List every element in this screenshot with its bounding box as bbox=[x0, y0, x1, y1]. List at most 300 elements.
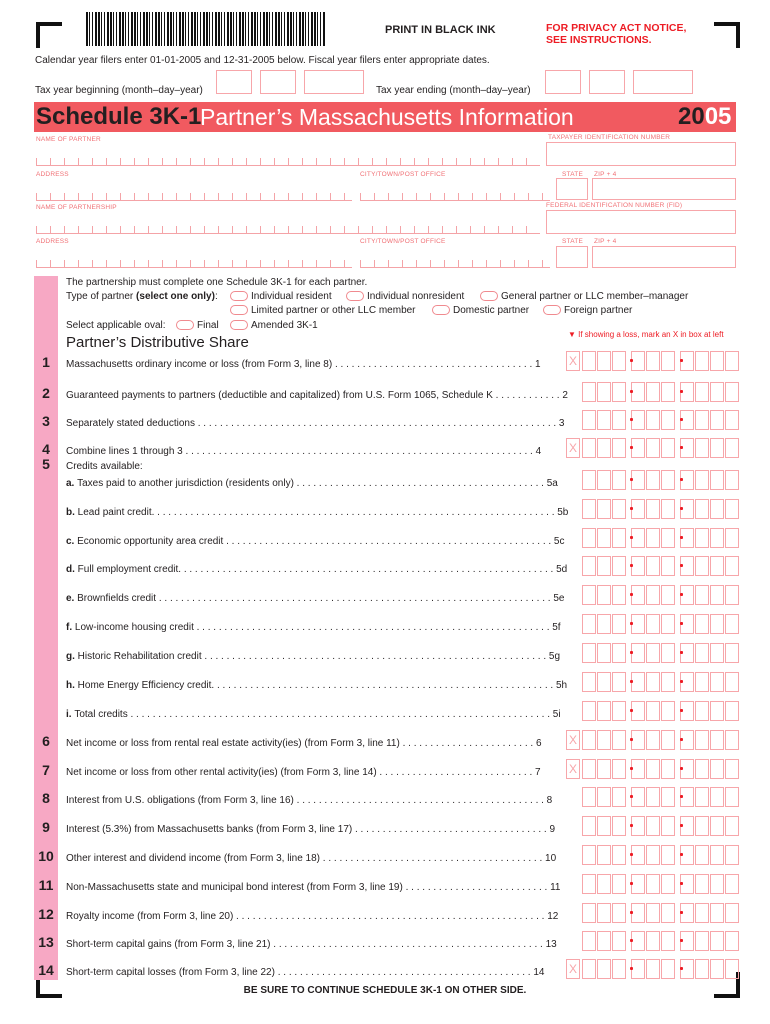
comma-mark bbox=[680, 359, 683, 362]
line-number: 8 bbox=[42, 790, 50, 806]
line-text bbox=[66, 967, 544, 978]
loss-x-box[interactable]: X bbox=[566, 438, 580, 458]
comma-mark bbox=[630, 446, 633, 449]
partner-zip-label: ZIP + 4 bbox=[594, 171, 617, 178]
digit-cell bbox=[612, 874, 626, 894]
comma-mark bbox=[630, 536, 633, 539]
line-text bbox=[66, 359, 541, 370]
digit-cell bbox=[725, 931, 739, 951]
partnership-state-label: STATE bbox=[562, 238, 583, 245]
digit-cell bbox=[710, 903, 724, 923]
digit-cell bbox=[582, 903, 596, 923]
digit-cell bbox=[725, 759, 739, 779]
digit-cell bbox=[725, 556, 739, 576]
loss-note: ▼ If showing a loss, mark an X in box at left bbox=[568, 330, 724, 339]
digit-cell bbox=[631, 614, 645, 634]
form-title: Partner’s Massachusetts Information bbox=[200, 104, 574, 130]
digit-cell bbox=[631, 874, 645, 894]
comma-mark bbox=[630, 564, 633, 567]
comma-mark bbox=[680, 536, 683, 539]
digit-cell bbox=[661, 438, 675, 458]
digit-cell bbox=[725, 816, 739, 836]
amount-field[interactable] bbox=[582, 614, 734, 636]
digit-cell bbox=[710, 845, 724, 865]
digit-cell bbox=[646, 787, 660, 807]
registration-mark-top-right bbox=[714, 22, 740, 48]
comma-mark bbox=[680, 939, 683, 942]
radio-oval-icon bbox=[230, 305, 248, 315]
partnership-name-field[interactable] bbox=[36, 226, 540, 234]
line-text bbox=[66, 795, 552, 806]
partnership-address-label: ADDRESS bbox=[36, 238, 69, 245]
comma-mark bbox=[630, 882, 633, 885]
digit-cell bbox=[710, 585, 724, 605]
digit-cell bbox=[695, 874, 709, 894]
federal-id-field[interactable] bbox=[546, 210, 736, 234]
line-number: 9 bbox=[42, 819, 50, 835]
digit-cell bbox=[646, 351, 660, 371]
digit-cell bbox=[710, 528, 724, 548]
digit-cell bbox=[597, 528, 611, 548]
amount-field[interactable] bbox=[582, 759, 734, 781]
digit-cell bbox=[612, 351, 626, 371]
digit-cell bbox=[661, 787, 675, 807]
digit-cell bbox=[582, 845, 596, 865]
partner-city-label: CITY/TOWN/POST OFFICE bbox=[360, 171, 446, 178]
digit-cell bbox=[612, 499, 626, 519]
digit-cell bbox=[710, 556, 724, 576]
digit-cell bbox=[695, 410, 709, 430]
comma-mark bbox=[680, 853, 683, 856]
loss-x-box[interactable]: X bbox=[566, 759, 580, 779]
digit-cell bbox=[725, 410, 739, 430]
digit-cell bbox=[710, 931, 724, 951]
digit-cell bbox=[710, 816, 724, 836]
option-limited-partner[interactable]: Limited partner or other LLC member bbox=[230, 305, 416, 316]
amount-field[interactable] bbox=[582, 410, 734, 432]
digit-cell bbox=[597, 959, 611, 979]
partnership-state-zip-field[interactable] bbox=[556, 246, 736, 268]
digit-cell bbox=[582, 787, 596, 807]
line-label: Interest from U.S. obligations (from Form 3, line 16) . . . . . . . . . . . . . . . . . . . . . . . . . . . . . . . . . . . . . . . . . . . . . 8 bbox=[66, 795, 553, 806]
digit-cell bbox=[695, 351, 709, 371]
amount-field[interactable] bbox=[582, 672, 734, 694]
digit-cell bbox=[710, 643, 724, 663]
comma-mark bbox=[680, 824, 683, 827]
partner-address-field[interactable] bbox=[36, 193, 352, 201]
radio-oval-icon bbox=[176, 320, 194, 330]
digit-cell bbox=[631, 643, 645, 663]
line-number: 6 bbox=[42, 733, 50, 749]
line-label: Short-term capital losses (from Form 3, line 22) . . . . . . . . . . . . . . . . . . . . . . . . . . . . . . . . . . . . . . . . . . . . . . 14 bbox=[66, 967, 545, 978]
line-text bbox=[66, 507, 568, 518]
digit-cell bbox=[597, 499, 611, 519]
digit-cell bbox=[582, 438, 596, 458]
digit-cell bbox=[661, 845, 675, 865]
comma-mark bbox=[680, 911, 683, 914]
digit-cell bbox=[646, 959, 660, 979]
digit-cell bbox=[661, 874, 675, 894]
line-number: 5 bbox=[42, 456, 50, 472]
digit-cell bbox=[612, 556, 626, 576]
digit-cell bbox=[661, 931, 675, 951]
line-label: Brownfields credit . . . . . . . . . . . . . . . . . . . . . . . . . . . . . . . . . . . . . . . . . . . . . . . . . . . . . . . . . . . . . . . . . . . . . . . 5e bbox=[77, 593, 565, 604]
digit-cell bbox=[661, 643, 675, 663]
digit-cell bbox=[631, 382, 645, 402]
digit-cell bbox=[710, 759, 724, 779]
digit-cell bbox=[612, 931, 626, 951]
comma-mark bbox=[680, 507, 683, 510]
privacy-note-line-1: FOR PRIVACY ACT NOTICE, bbox=[546, 22, 687, 34]
line-text bbox=[66, 593, 564, 604]
digit-cell bbox=[695, 382, 709, 402]
digit-cell bbox=[631, 585, 645, 605]
amount-field[interactable] bbox=[582, 730, 734, 752]
digit-cell bbox=[646, 382, 660, 402]
line-text bbox=[66, 882, 560, 893]
line-number: 10 bbox=[38, 848, 54, 864]
digit-cell bbox=[695, 556, 709, 576]
comma-mark bbox=[680, 418, 683, 421]
digit-cell bbox=[597, 410, 611, 430]
digit-cell bbox=[710, 787, 724, 807]
radio-oval-icon bbox=[230, 291, 248, 301]
amount-field[interactable] bbox=[582, 959, 734, 981]
digit-cell bbox=[631, 903, 645, 923]
digit-cell bbox=[612, 903, 626, 923]
registration-mark-top-left bbox=[36, 22, 62, 48]
amount-field[interactable] bbox=[582, 438, 734, 460]
digit-cell bbox=[582, 351, 596, 371]
option-individual-resident[interactable]: Individual resident bbox=[230, 291, 332, 302]
line-label: Combine lines 1 through 3 . . . . . . . . . . . . . . . . . . . . . . . . . . . . . . . . . . . . . . . . . . . . . . . . . . . . . . . . . . . . . . . 4 bbox=[66, 446, 542, 457]
line-label: Massachusetts ordinary income or loss (from Form 3, line 8) . . . . . . . . . . . . . . . . . . . . . . . . . . . . . . . . . . . . 1 bbox=[66, 359, 541, 370]
comma-mark bbox=[680, 478, 683, 481]
option-individual-nonresident[interactable]: Individual nonresident bbox=[346, 291, 464, 302]
amount-field[interactable] bbox=[582, 585, 734, 607]
line-text bbox=[66, 536, 565, 547]
tax-year-beginning-field[interactable] bbox=[216, 70, 364, 94]
digit-cell bbox=[661, 528, 675, 548]
line-label: Total credits . . . . . . . . . . . . . . . . . . . . . . . . . . . . . . . . . . . . . . . . . . . . . . . . . . . . . . . . . . . . . . . . . . . . . . . . . . . . 5i bbox=[74, 709, 561, 720]
digit-cell bbox=[710, 874, 724, 894]
line-number: 4 bbox=[42, 441, 50, 457]
digit-cell bbox=[710, 499, 724, 519]
digit-cell bbox=[597, 438, 611, 458]
digit-cell bbox=[695, 499, 709, 519]
digit-cell bbox=[710, 470, 724, 490]
digit-cell bbox=[582, 643, 596, 663]
line-number: 1 bbox=[42, 354, 50, 370]
comma-mark bbox=[630, 651, 633, 654]
digit-cell bbox=[695, 759, 709, 779]
digit-cell bbox=[725, 845, 739, 865]
comma-mark bbox=[630, 709, 633, 712]
comma-mark bbox=[680, 795, 683, 798]
comma-mark bbox=[630, 795, 633, 798]
digit-cell bbox=[631, 787, 645, 807]
line-label: Net income or loss from other rental activity(ies) (from Form 3, line 14) . . . . . . . . . . . . . . . . . . . . . . . . . . . . 7 bbox=[66, 767, 541, 778]
digit-cell bbox=[646, 614, 660, 634]
digit-cell bbox=[695, 672, 709, 692]
digit-cell bbox=[710, 382, 724, 402]
comma-mark bbox=[680, 651, 683, 654]
digit-cell bbox=[646, 931, 660, 951]
digit-cell bbox=[646, 903, 660, 923]
partnership-address-field[interactable] bbox=[36, 260, 352, 268]
comma-mark bbox=[630, 911, 633, 914]
digit-cell bbox=[612, 585, 626, 605]
digit-cell bbox=[631, 672, 645, 692]
partnership-city-field[interactable] bbox=[360, 260, 550, 268]
comma-mark bbox=[630, 939, 633, 942]
digit-cell bbox=[661, 470, 675, 490]
digit-cell bbox=[661, 351, 675, 371]
line-text bbox=[66, 461, 143, 472]
comma-mark bbox=[680, 738, 683, 741]
digit-cell bbox=[582, 959, 596, 979]
digit-cell bbox=[597, 845, 611, 865]
digit-cell bbox=[725, 903, 739, 923]
amount-field[interactable] bbox=[582, 499, 734, 521]
amount-field[interactable] bbox=[582, 931, 734, 953]
digit-cell bbox=[631, 931, 645, 951]
digit-cell bbox=[661, 701, 675, 721]
digit-cell bbox=[725, 614, 739, 634]
amount-field[interactable] bbox=[582, 787, 734, 809]
digit-cell bbox=[661, 382, 675, 402]
digit-cell bbox=[661, 614, 675, 634]
tax-year-ending-field[interactable] bbox=[545, 70, 693, 94]
digit-cell bbox=[582, 410, 596, 430]
digit-cell bbox=[725, 499, 739, 519]
digit-cell bbox=[725, 787, 739, 807]
federal-id-label: FEDERAL IDENTIFICATION NUMBER (FID) bbox=[546, 202, 683, 209]
digit-cell bbox=[597, 556, 611, 576]
line-number: 13 bbox=[38, 934, 54, 950]
line-label: Taxes paid to another jurisdiction (residents only) . . . . . . . . . . . . . . . . . . . . . . . . . . . . . . . . . . . . . . . . . . . . . 5a bbox=[77, 478, 558, 489]
digit-cell bbox=[695, 643, 709, 663]
privacy-note bbox=[546, 22, 686, 46]
digit-cell bbox=[631, 470, 645, 490]
digit-cell bbox=[725, 959, 739, 979]
option-final[interactable]: Final bbox=[176, 320, 219, 331]
digit-cell bbox=[612, 787, 626, 807]
line-sub-label: b. bbox=[66, 507, 78, 518]
line-label: Net income or loss from rental real estate activity(ies) (from Form 3, line 11) . . . . . . . . . . . . . . . . . . . . . . . . 6 bbox=[66, 738, 542, 749]
digit-cell bbox=[612, 470, 626, 490]
line-text bbox=[66, 651, 560, 662]
amount-field[interactable] bbox=[582, 701, 734, 723]
line-label: Separately stated deductions . . . . . . . . . . . . . . . . . . . . . . . . . . . . . . . . . . . . . . . . . . . . . . . . . . . . . . . . . . . . . . . . . 3 bbox=[66, 418, 565, 429]
digit-cell bbox=[597, 816, 611, 836]
comma-mark bbox=[680, 622, 683, 625]
line-number: 14 bbox=[38, 962, 54, 978]
taxpayer-id-field[interactable] bbox=[546, 142, 736, 166]
digit-cell bbox=[612, 643, 626, 663]
comma-mark bbox=[630, 478, 633, 481]
digit-cell bbox=[695, 528, 709, 548]
digit-cell bbox=[582, 470, 596, 490]
digit-cell bbox=[597, 701, 611, 721]
partnership-city-label: CITY/TOWN/POST OFFICE bbox=[360, 238, 446, 245]
amount-field[interactable] bbox=[582, 845, 734, 867]
digit-cell bbox=[710, 351, 724, 371]
amount-field[interactable] bbox=[582, 556, 734, 578]
comma-mark bbox=[630, 824, 633, 827]
line-sub-label: f. bbox=[66, 622, 75, 633]
partnership-zip-label: ZIP + 4 bbox=[594, 238, 617, 245]
digit-cell bbox=[582, 528, 596, 548]
digit-cell bbox=[612, 614, 626, 634]
digit-cell bbox=[725, 643, 739, 663]
barcode bbox=[86, 12, 326, 46]
radio-oval-icon bbox=[230, 320, 248, 330]
digit-cell bbox=[646, 672, 660, 692]
option-domestic-partner[interactable]: Domestic partner bbox=[432, 305, 529, 316]
digit-cell bbox=[725, 351, 739, 371]
digit-cell bbox=[725, 672, 739, 692]
comma-mark bbox=[630, 593, 633, 596]
digit-cell bbox=[710, 410, 724, 430]
loss-x-box[interactable]: X bbox=[566, 351, 580, 371]
digit-cell bbox=[597, 470, 611, 490]
digit-cell bbox=[646, 874, 660, 894]
partner-city-field[interactable] bbox=[360, 193, 550, 201]
digit-cell bbox=[582, 931, 596, 951]
digit-cell bbox=[597, 614, 611, 634]
privacy-note-line-2: SEE INSTRUCTIONS. bbox=[546, 34, 652, 46]
digit-cell bbox=[661, 903, 675, 923]
digit-cell bbox=[710, 730, 724, 750]
comma-mark bbox=[630, 622, 633, 625]
digit-cell bbox=[646, 470, 660, 490]
line-number: 7 bbox=[42, 762, 50, 778]
loss-x-box[interactable]: X bbox=[566, 730, 580, 750]
partner-name-label: NAME OF PARTNER bbox=[36, 136, 101, 143]
comma-mark bbox=[630, 767, 633, 770]
digit-cell bbox=[695, 903, 709, 923]
digit-cell bbox=[597, 730, 611, 750]
digit-cell bbox=[597, 903, 611, 923]
digit-cell bbox=[631, 410, 645, 430]
amount-field[interactable] bbox=[582, 470, 734, 492]
digit-cell bbox=[631, 730, 645, 750]
digit-cell bbox=[646, 585, 660, 605]
amount-field[interactable] bbox=[582, 816, 734, 838]
line-label: Economic opportunity area credit . . . . . . . . . . . . . . . . . . . . . . . . . . . . . . . . . . . . . . . . . . . . . . . . . . . . . . . . . . . 5c bbox=[77, 536, 565, 547]
digit-cell bbox=[695, 959, 709, 979]
line-label: Guaranteed payments to partners (deductible and capitalized) from U.S. Form 1065, Schedule K . . . . . . . . . . . . 2 bbox=[66, 390, 568, 401]
line-label: Low-income housing credit . . . . . . . . . . . . . . . . . . . . . . . . . . . . . . . . . . . . . . . . . . . . . . . . . . . . . . . . . . . . . . . . 5f bbox=[74, 622, 561, 633]
line-sub-label: c. bbox=[66, 536, 78, 547]
line-sub-label: h. bbox=[66, 680, 78, 691]
digit-cell bbox=[695, 816, 709, 836]
amount-field[interactable] bbox=[582, 874, 734, 896]
loss-x-box[interactable]: X bbox=[566, 959, 580, 979]
option-general-partner[interactable]: General partner or LLC member–manager bbox=[480, 291, 688, 302]
amount-field[interactable] bbox=[582, 643, 734, 665]
option-foreign-partner[interactable]: Foreign partner bbox=[543, 305, 632, 316]
digit-cell bbox=[631, 816, 645, 836]
line-label: Short-term capital gains (from Form 3, line 21) . . . . . . . . . . . . . . . . . . . . . . . . . . . . . . . . . . . . . . . . . . . . . . . . . 13 bbox=[66, 939, 557, 950]
radio-oval-icon bbox=[480, 291, 498, 301]
digit-cell bbox=[695, 730, 709, 750]
digit-cell bbox=[612, 382, 626, 402]
partner-name-field[interactable] bbox=[36, 158, 540, 166]
digit-cell bbox=[646, 556, 660, 576]
amount-field[interactable] bbox=[582, 903, 734, 925]
digit-cell bbox=[612, 816, 626, 836]
line-text bbox=[66, 564, 567, 575]
line-sub-label: i. bbox=[66, 709, 75, 720]
option-amended[interactable]: Amended 3K-1 bbox=[230, 320, 318, 331]
comma-mark bbox=[680, 390, 683, 393]
line-number: 2 bbox=[42, 385, 50, 401]
digit-cell bbox=[631, 845, 645, 865]
digit-cell bbox=[646, 701, 660, 721]
partner-type-intro: The partnership must complete one Schedule 3K-1 for each partner. bbox=[66, 277, 368, 288]
radio-oval-icon bbox=[432, 305, 450, 315]
amount-field[interactable] bbox=[582, 351, 734, 373]
line-label: Lead paint credit. . . . . . . . . . . . . . . . . . . . . . . . . . . . . . . . . . . . . . . . . . . . . . . . . . . . . . . . . . . . . . . . . . . . . . . . . 5b bbox=[77, 507, 569, 518]
line-label: Other interest and dividend income (from Form 3, line 18) . . . . . . . . . . . . . . . . . . . . . . . . . . . . . . . . . . . . . . . . 10 bbox=[66, 853, 557, 864]
digit-cell bbox=[582, 614, 596, 634]
digit-cell bbox=[646, 499, 660, 519]
digit-cell bbox=[631, 438, 645, 458]
digit-cell bbox=[582, 556, 596, 576]
digit-cell bbox=[612, 759, 626, 779]
amount-field[interactable] bbox=[582, 382, 734, 404]
line-number: 12 bbox=[38, 906, 54, 922]
digit-cell bbox=[646, 730, 660, 750]
line-text bbox=[66, 767, 541, 778]
comma-mark bbox=[680, 446, 683, 449]
digit-cell bbox=[695, 787, 709, 807]
digit-cell bbox=[646, 759, 660, 779]
digit-cell bbox=[710, 959, 724, 979]
partner-type-label: Type of partner (select one only): bbox=[66, 291, 218, 302]
partner-state-zip-field[interactable] bbox=[556, 178, 736, 200]
comma-mark bbox=[680, 709, 683, 712]
line-sub-label: a. bbox=[66, 478, 78, 489]
amount-field[interactable] bbox=[582, 528, 734, 550]
line-label: Full employment credit. . . . . . . . . . . . . . . . . . . . . . . . . . . . . . . . . . . . . . . . . . . . . . . . . . . . . . . . . . . . . . . . . . . . 5d bbox=[77, 564, 568, 575]
digit-cell bbox=[661, 672, 675, 692]
digit-cell bbox=[725, 730, 739, 750]
line-number: 11 bbox=[38, 877, 54, 893]
line-label: Non-Massachusetts state and municipal bond interest (from Form 3, line 19) . . . . . . . . . . . . . . . . . . . . . . . . . . 11 bbox=[66, 882, 561, 893]
line-text bbox=[66, 446, 541, 457]
digit-cell bbox=[612, 730, 626, 750]
partner-state-label: STATE bbox=[562, 171, 583, 178]
line-text bbox=[66, 680, 567, 691]
digit-cell bbox=[695, 438, 709, 458]
digit-cell bbox=[597, 874, 611, 894]
tax-year-ending-label: Tax year ending (month–day–year) bbox=[376, 85, 531, 96]
digit-cell bbox=[646, 816, 660, 836]
line-text bbox=[66, 418, 565, 429]
comma-mark bbox=[680, 593, 683, 596]
digit-cell bbox=[582, 701, 596, 721]
digit-cell bbox=[631, 556, 645, 576]
comma-mark bbox=[680, 882, 683, 885]
line-number: 3 bbox=[42, 413, 50, 429]
digit-cell bbox=[631, 701, 645, 721]
digit-cell bbox=[695, 701, 709, 721]
digit-cell bbox=[597, 931, 611, 951]
digit-cell bbox=[612, 528, 626, 548]
